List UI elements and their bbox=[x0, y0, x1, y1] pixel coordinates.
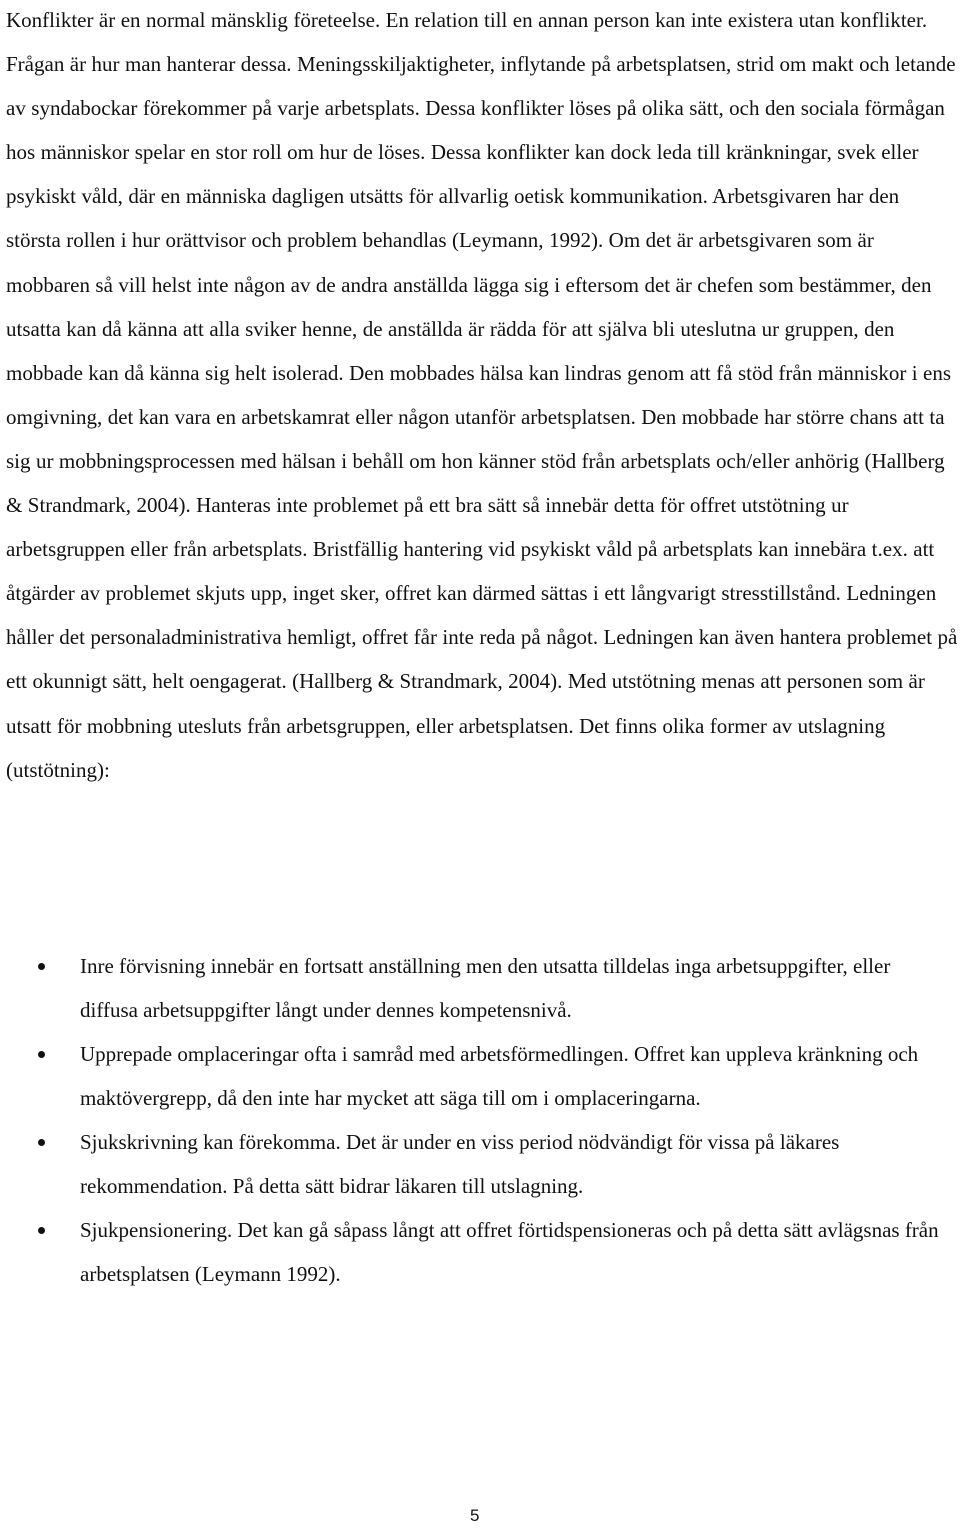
list-item-text: Sjukpensionering. Det kan gå såpass långt att offret förtidspensioneras och på detta sätt avlägsnas från arbetsplatsen (Leymann 1992). bbox=[80, 1218, 939, 1286]
list-item bbox=[0, 1032, 950, 1120]
bullet-dot-icon bbox=[38, 963, 45, 970]
list-item-text: Upprepade omplaceringar ofta i samråd med arbetsförmedlingen. Offret kan uppleva kränkning och maktövergrepp, då den inte har mycket att säga till om i omplaceringarna. bbox=[80, 1042, 919, 1110]
list-item-text: Inre förvisning innebär en fortsatt anställning men den utsatta tilldelas inga arbetsuppgifter, eller diffusa arbetsuppgifter långt under dennes kompetensnivå. bbox=[80, 954, 891, 1022]
list-item bbox=[0, 1120, 950, 1208]
bullet-dot-icon bbox=[38, 1227, 45, 1234]
list-item bbox=[0, 944, 950, 1032]
list-item-text: Sjukskrivning kan förekomma. Det är under en viss period nödvändigt för vissa på läkares rekommendation. På detta sätt bidrar läkaren till utslagning. bbox=[80, 1130, 840, 1198]
body-paragraph: Konflikter är en normal mänsklig företeelse. En relation till en annan person kan inte existera utan konflikter. Frågan är hur man hanterar dessa. Meningsskiljaktigheter, inflytande på arbetsplatsen, strid om makt och letande av syndabockar förekommer på varje arbetsplats. Dessa konflikter löses på olika sätt, och den sociala förmågan hos människor spelar en stor roll om hur de löses. Dessa konflikter kan dock leda till kränkningar, svek eller psykiskt våld, där en människa dagligen utsätts för allvarlig oetisk kommunikation. Arbetsgivaren har den största rollen i hur orättvisor och problem behandlas (Leymann, 1992). Om det är arbetsgivaren som är mobbaren så vill helst inte någon av de andra anställda lägga sig i eftersom det är chefen som bestämmer, den utsatta kan då känna att alla sviker henne, de anställda är rädda för att själva bli uteslutna ur gruppen, den mobbade kan då känna sig helt isolerad. Den mobbades hälsa kan lindras genom att få stöd från människor i ens omgivning, det kan vara en arbetskamrat eller någon utanför arbetsplatsen. Den mobbade har större chans att ta sig ur mobbningsprocessen med hälsan i behåll om hon känner stöd från arbetsplats och/eller anhörig (Hallberg & Strandmark, 2004). Hanteras inte problemet på ett bra sätt så innebär detta för offret utstötning ur arbetsgruppen eller från arbetsplats. Bristfällig hantering vid psykiskt våld på arbetsplats kan innebära t.ex. att åtgärder av problemet skjuts upp, inget sker, offret kan därmed sättas i ett långvarigt stresstillstånd. Ledningen håller det personaladministrativa hemligt, offret får inte reda på något. Ledningen kan även hantera problemet på ett okunnigt sätt, helt oengagerat. (Hallberg & Strandmark, 2004). Med utstötning menas att personen som är utsatt för mobbning utesluts från arbetsgruppen, eller arbetsplatsen. Det finns olika former av utslagning (utstötning): bbox=[6, 8, 958, 782]
page-number: 5 bbox=[470, 1506, 480, 1525]
bullet-list bbox=[0, 944, 960, 1296]
bullet-dot-icon bbox=[38, 1139, 45, 1146]
list-item bbox=[0, 1208, 950, 1296]
bullet-dot-icon bbox=[38, 1051, 45, 1058]
